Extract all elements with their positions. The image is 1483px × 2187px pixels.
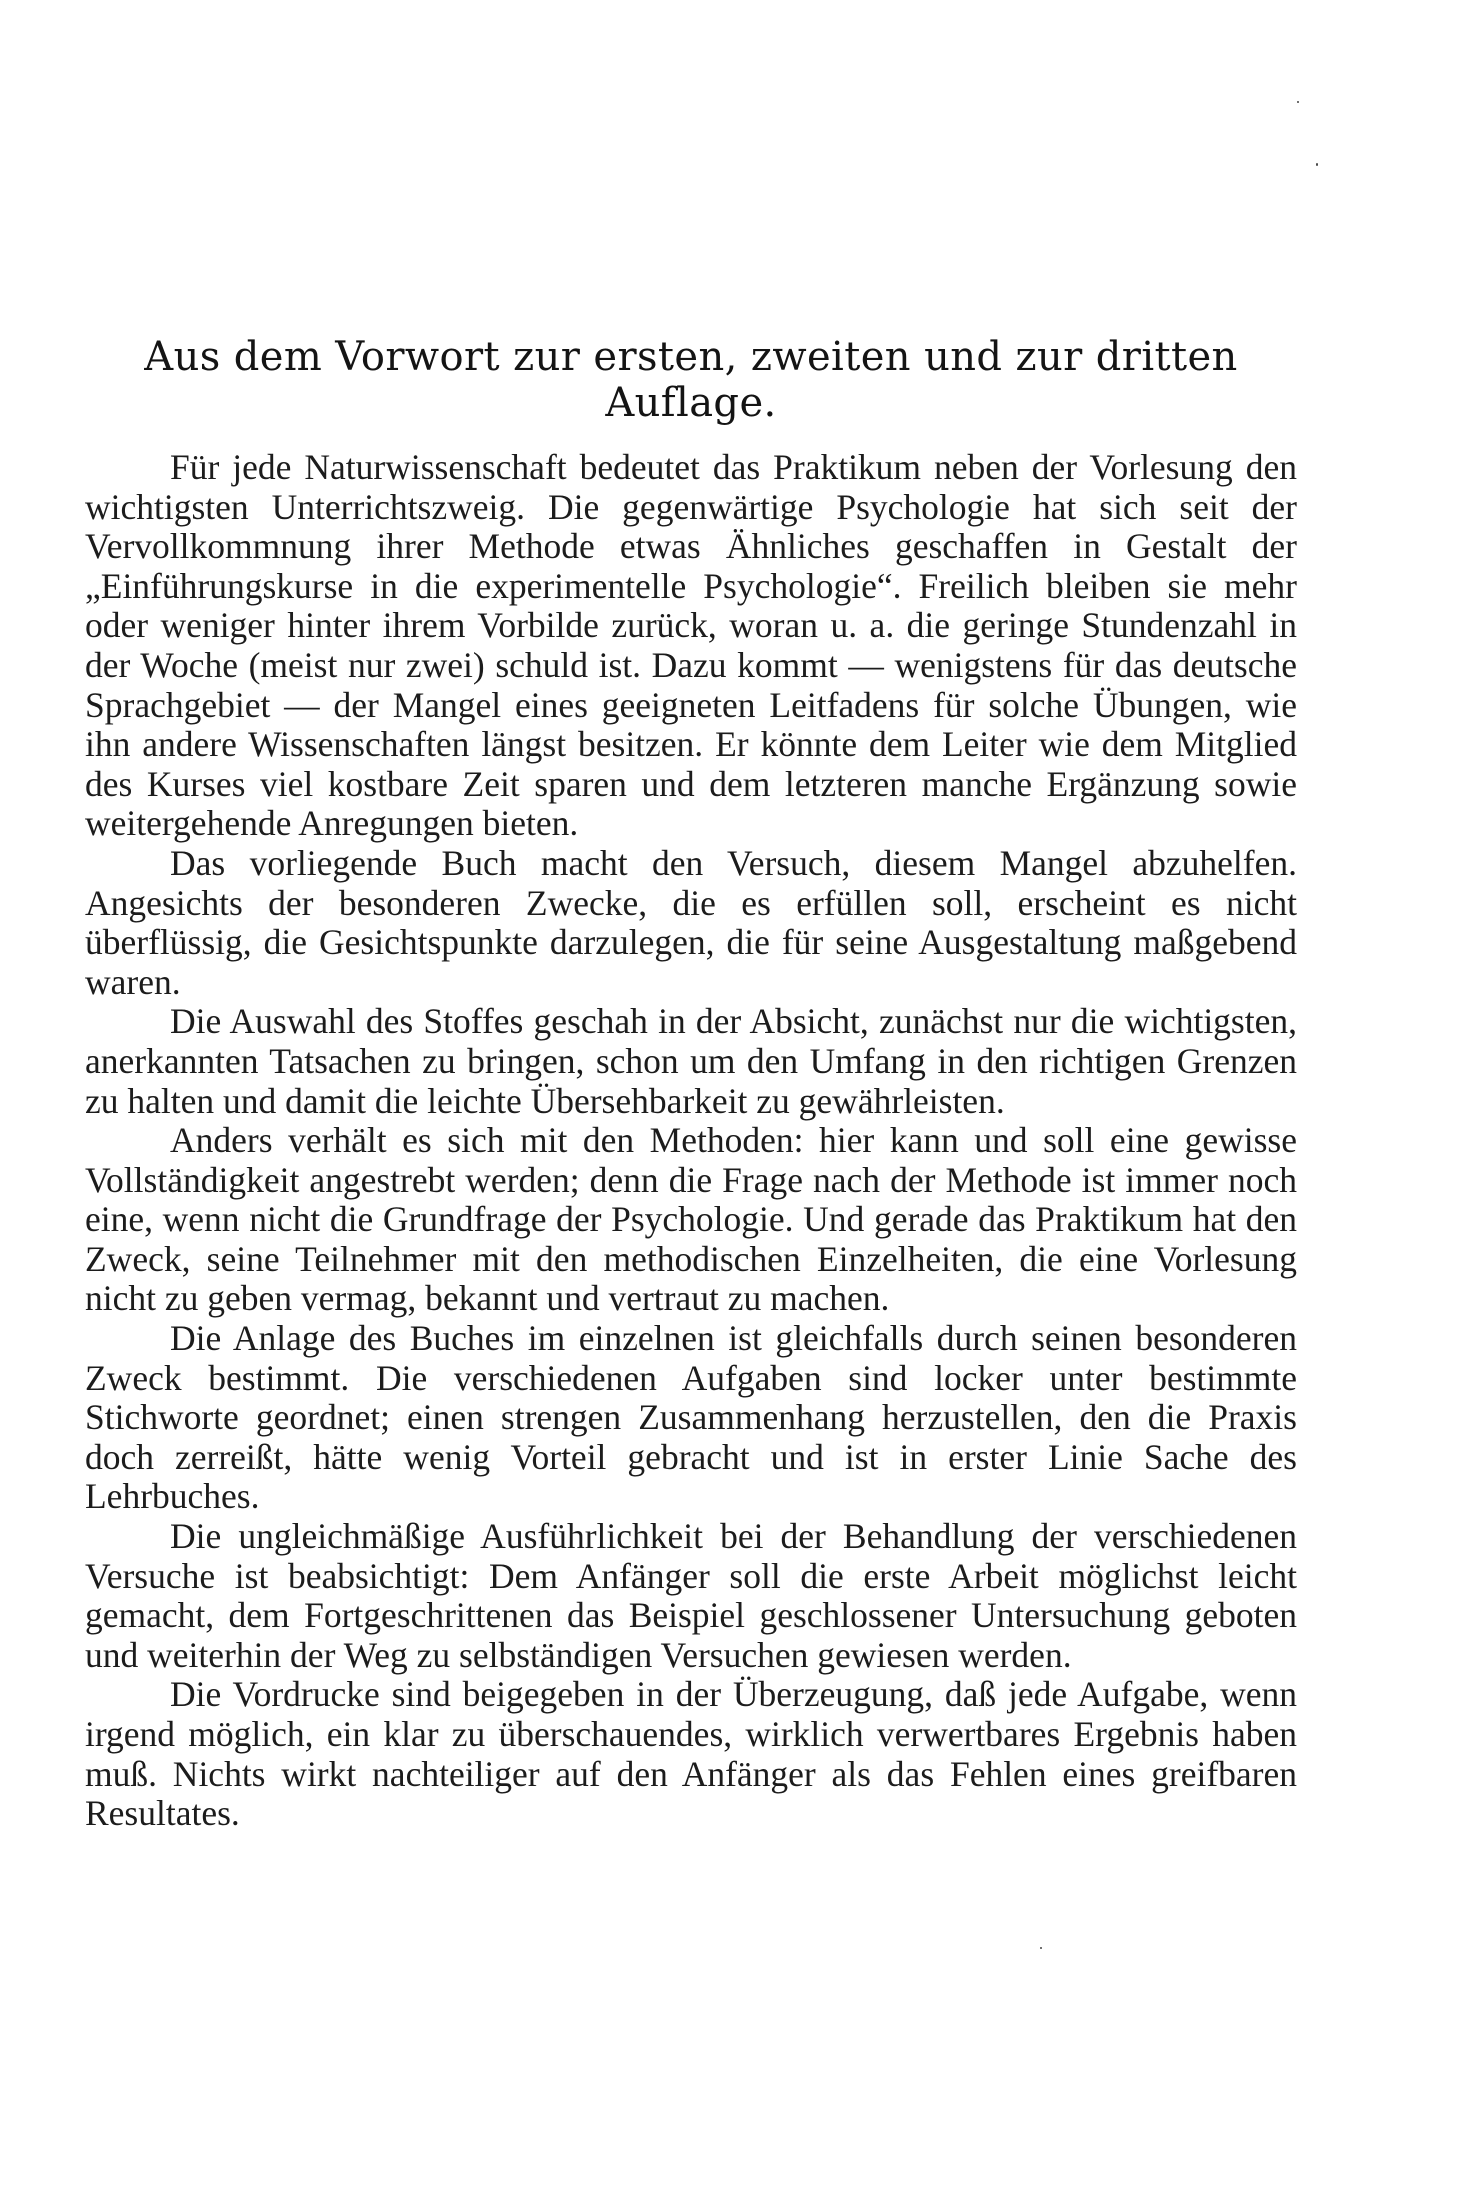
paragraph-6: Die ungleichmäßige Ausführlichkeit bei der Behandlung der verschiedenen Versuche ist beabsichtigt: Dem Anfänger soll die erste Arbeit möglichst leicht gemacht, dem Fortgeschrittenen das Beispiel geschlossener Untersuchung geboten und weiterhin der Weg zu selbständigen Versuchen gewiesen werden. <box>85 1516 1297 1675</box>
scan-speck <box>1297 101 1299 103</box>
paragraph-3: Die Auswahl des Stoffes geschah in der Absicht, zunächst nur die wichtigsten, anerkannten Tatsachen zu bringen, schon um den Umfang in den richtigen Grenzen zu halten und damit die leichte Übersehbarkeit zu gewährleisten. <box>85 1001 1297 1121</box>
paragraph-5: Die Anlage des Buches im einzelnen ist gleichfalls durch seinen besonderen Zweck bestimmt. Die verschiedenen Aufgaben sind locker unter bestimmte Stichworte geordnet; einen strengen Zusammenhang herzustellen, den die Praxis doch zerreißt, hätte wenig Vorteil gebracht und ist in erster Linie Sache des Lehrbuches. <box>85 1318 1297 1517</box>
paragraph-7: Die Vordrucke sind beigegeben in der Überzeugung, daß jede Aufgabe, wenn irgend möglich, ein klar zu überschauendes, wirklich verwertbares Ergebnis haben muß. Nichts wirkt nachteiliger auf den Anfänger als das Fehlen eines greifbaren Resultates. <box>85 1674 1297 1834</box>
scan-speck <box>1040 1947 1042 1949</box>
paragraph-4: Anders verhält es sich mit den Methoden: hier kann und soll eine gewisse Vollständigkeit angestrebt werden; denn die Frage nach der Methode ist immer noch eine, wenn nicht die Grundfrage der Psychologie. Und gerade das Praktikum hat den Zweck, seine Teilnehmer mit den methodischen Einzelheiten, die eine Vorlesung nicht zu geben vermag, bekannt und vertraut zu machen. <box>85 1120 1297 1319</box>
page-title: Aus dem Vorwort zur ersten, zweiten und zur dritten Auflage. <box>144 334 1238 426</box>
scan-speck <box>1316 163 1318 166</box>
preface-body <box>85 448 1297 1834</box>
paragraph-2: Das vorliegende Buch macht den Versuch, diesem Mangel abzuhelfen. Angesichts der besonderen Zwecke, die es erfüllen soll, erscheint es nicht überflüssig, die Gesichtspunkte darzulegen, die für seine Ausgestaltung maßgebend waren. <box>85 842 1297 1002</box>
paragraph-1: Für jede Naturwissenschaft bedeutet das Praktikum neben der Vorlesung den wichtigsten Unterrichtszweig. Die gegenwärtige Psychologie hat sich seit der Vervollkommnung ihrer Methode etwas Ähnliches geschaffen in Gestalt der „Einführungskurse in die experimentelle Psychologie“. Freilich bleiben sie mehr oder weniger hinter ihrem Vorbilde zurück, woran u. a. die geringe Stundenzahl in der Woche (meist nur zwei) schuld ist. Dazu kommt — wenigstens für das deutsche Sprachgebiet — der Mangel eines geeigneten Leitfadens für solche Übungen, wie ihn andere Wissenschaften längst besitzen. Er könnte dem Leiter wie dem Mitglied des Kurses viel kostbare Zeit sparen und dem letzteren manche Ergänzung sowie weitergehende Anregungen bieten. <box>85 447 1297 844</box>
